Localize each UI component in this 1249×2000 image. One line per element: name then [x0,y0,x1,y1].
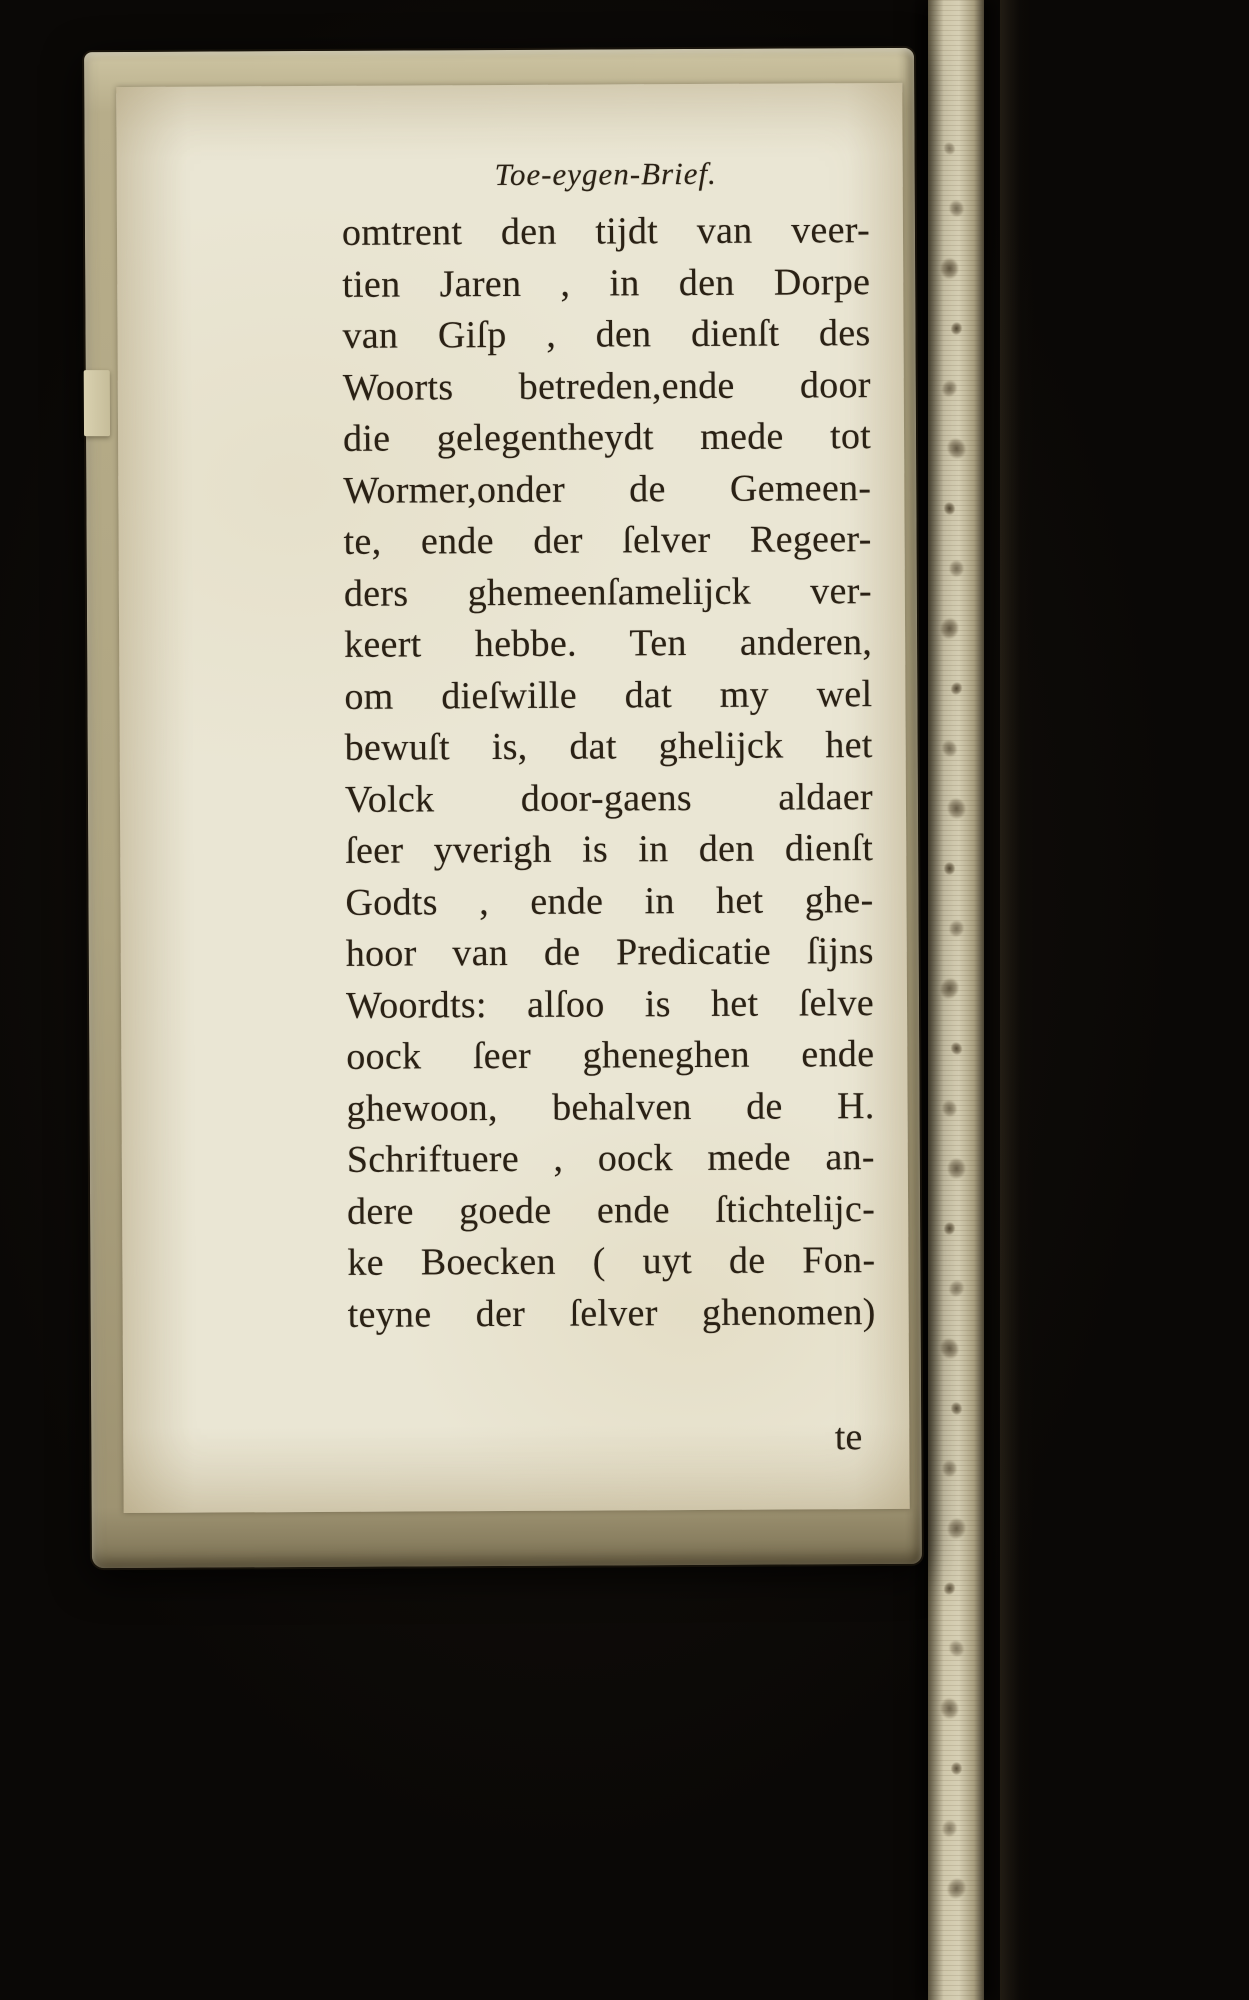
ink-mark [940,1818,959,1839]
ink-mark [948,1040,964,1057]
text-line: van Giſp , den dienſt des [342,312,871,357]
ink-mark [936,1334,963,1362]
ink-mark [936,974,963,1002]
ink-mark [949,321,964,337]
text-line: ſeer yverigh is in den dienſt [345,827,874,872]
ink-mark [940,1098,959,1119]
ink-mark [947,198,966,219]
text-line: Woorts betreden,ende door [342,363,871,409]
text-line: ghewoon, behalven de H. [346,1084,875,1130]
vellum-patch [84,370,110,436]
text-line: Godts , ende in het ghe- [345,878,874,924]
ink-mark [938,616,962,642]
ink-mark [949,560,965,578]
book-cover [84,48,922,1568]
ink-mark [946,1277,968,1300]
ink-mark [941,140,957,157]
text-line: Woordts: alſoo is het ſelve [345,981,875,1027]
ink-mark [949,1401,964,1417]
catchword: te [834,1416,863,1459]
text-line: Schriftuere , oock mede an- [346,1136,875,1181]
fore-edge-shadow [1000,0,1034,2000]
ink-mark [951,1762,963,1776]
ink-mark [944,862,956,876]
page-header: Toe-eygen-Brief. [494,155,717,193]
text-line: ke Boecken ( uyt de Fon- [347,1239,876,1284]
ink-mark [945,796,969,822]
text-line: oock ſeer gheneghen ende [346,1033,875,1078]
ink-mark [943,1874,970,1902]
ink-mark [939,737,961,760]
text-block [342,205,876,1341]
text-line: tien Jaren , in den Dorpe [342,260,871,306]
ink-mark [943,434,970,462]
ink-mark [946,1637,968,1660]
text-line: keert hebbe. Ten anderen, [344,621,873,666]
text-line: te, ende der ſelver Regeer- [343,518,872,563]
text-line: teyne der ſelver ghenomen) [347,1290,876,1336]
fore-edge-marks [940,0,976,2000]
text-line: Volck door-gaens aldaer [344,775,874,821]
ink-mark [938,1696,962,1722]
book-page [116,83,909,1513]
ink-mark [942,1221,957,1237]
text-line: bewuſt is, dat ghelijck het [344,724,873,769]
ink-mark [945,1516,969,1542]
ink-mark [947,918,966,939]
ink-mark [941,1580,957,1597]
text-line: ders ghemeenſamelijck ver- [343,569,872,615]
book-fore-edge [928,0,984,2000]
ink-mark [939,377,961,400]
text-line: hoor van de Predicatie ſijns [345,930,874,975]
text-line: omtrent den tijdt van veer- [341,209,871,254]
text-line: Wormer,onder de Gemeen- [343,466,872,512]
text-line: dere goede ende ſtichtelijc- [346,1187,876,1233]
ink-mark [940,257,960,279]
text-line: om dieſwille dat my wel [344,672,873,718]
ink-mark [942,501,957,517]
ink-mark [948,680,964,697]
ink-mark [947,1157,967,1179]
text-line: die gelegentheydt mede tot [342,415,872,460]
ink-mark [942,1460,958,1478]
